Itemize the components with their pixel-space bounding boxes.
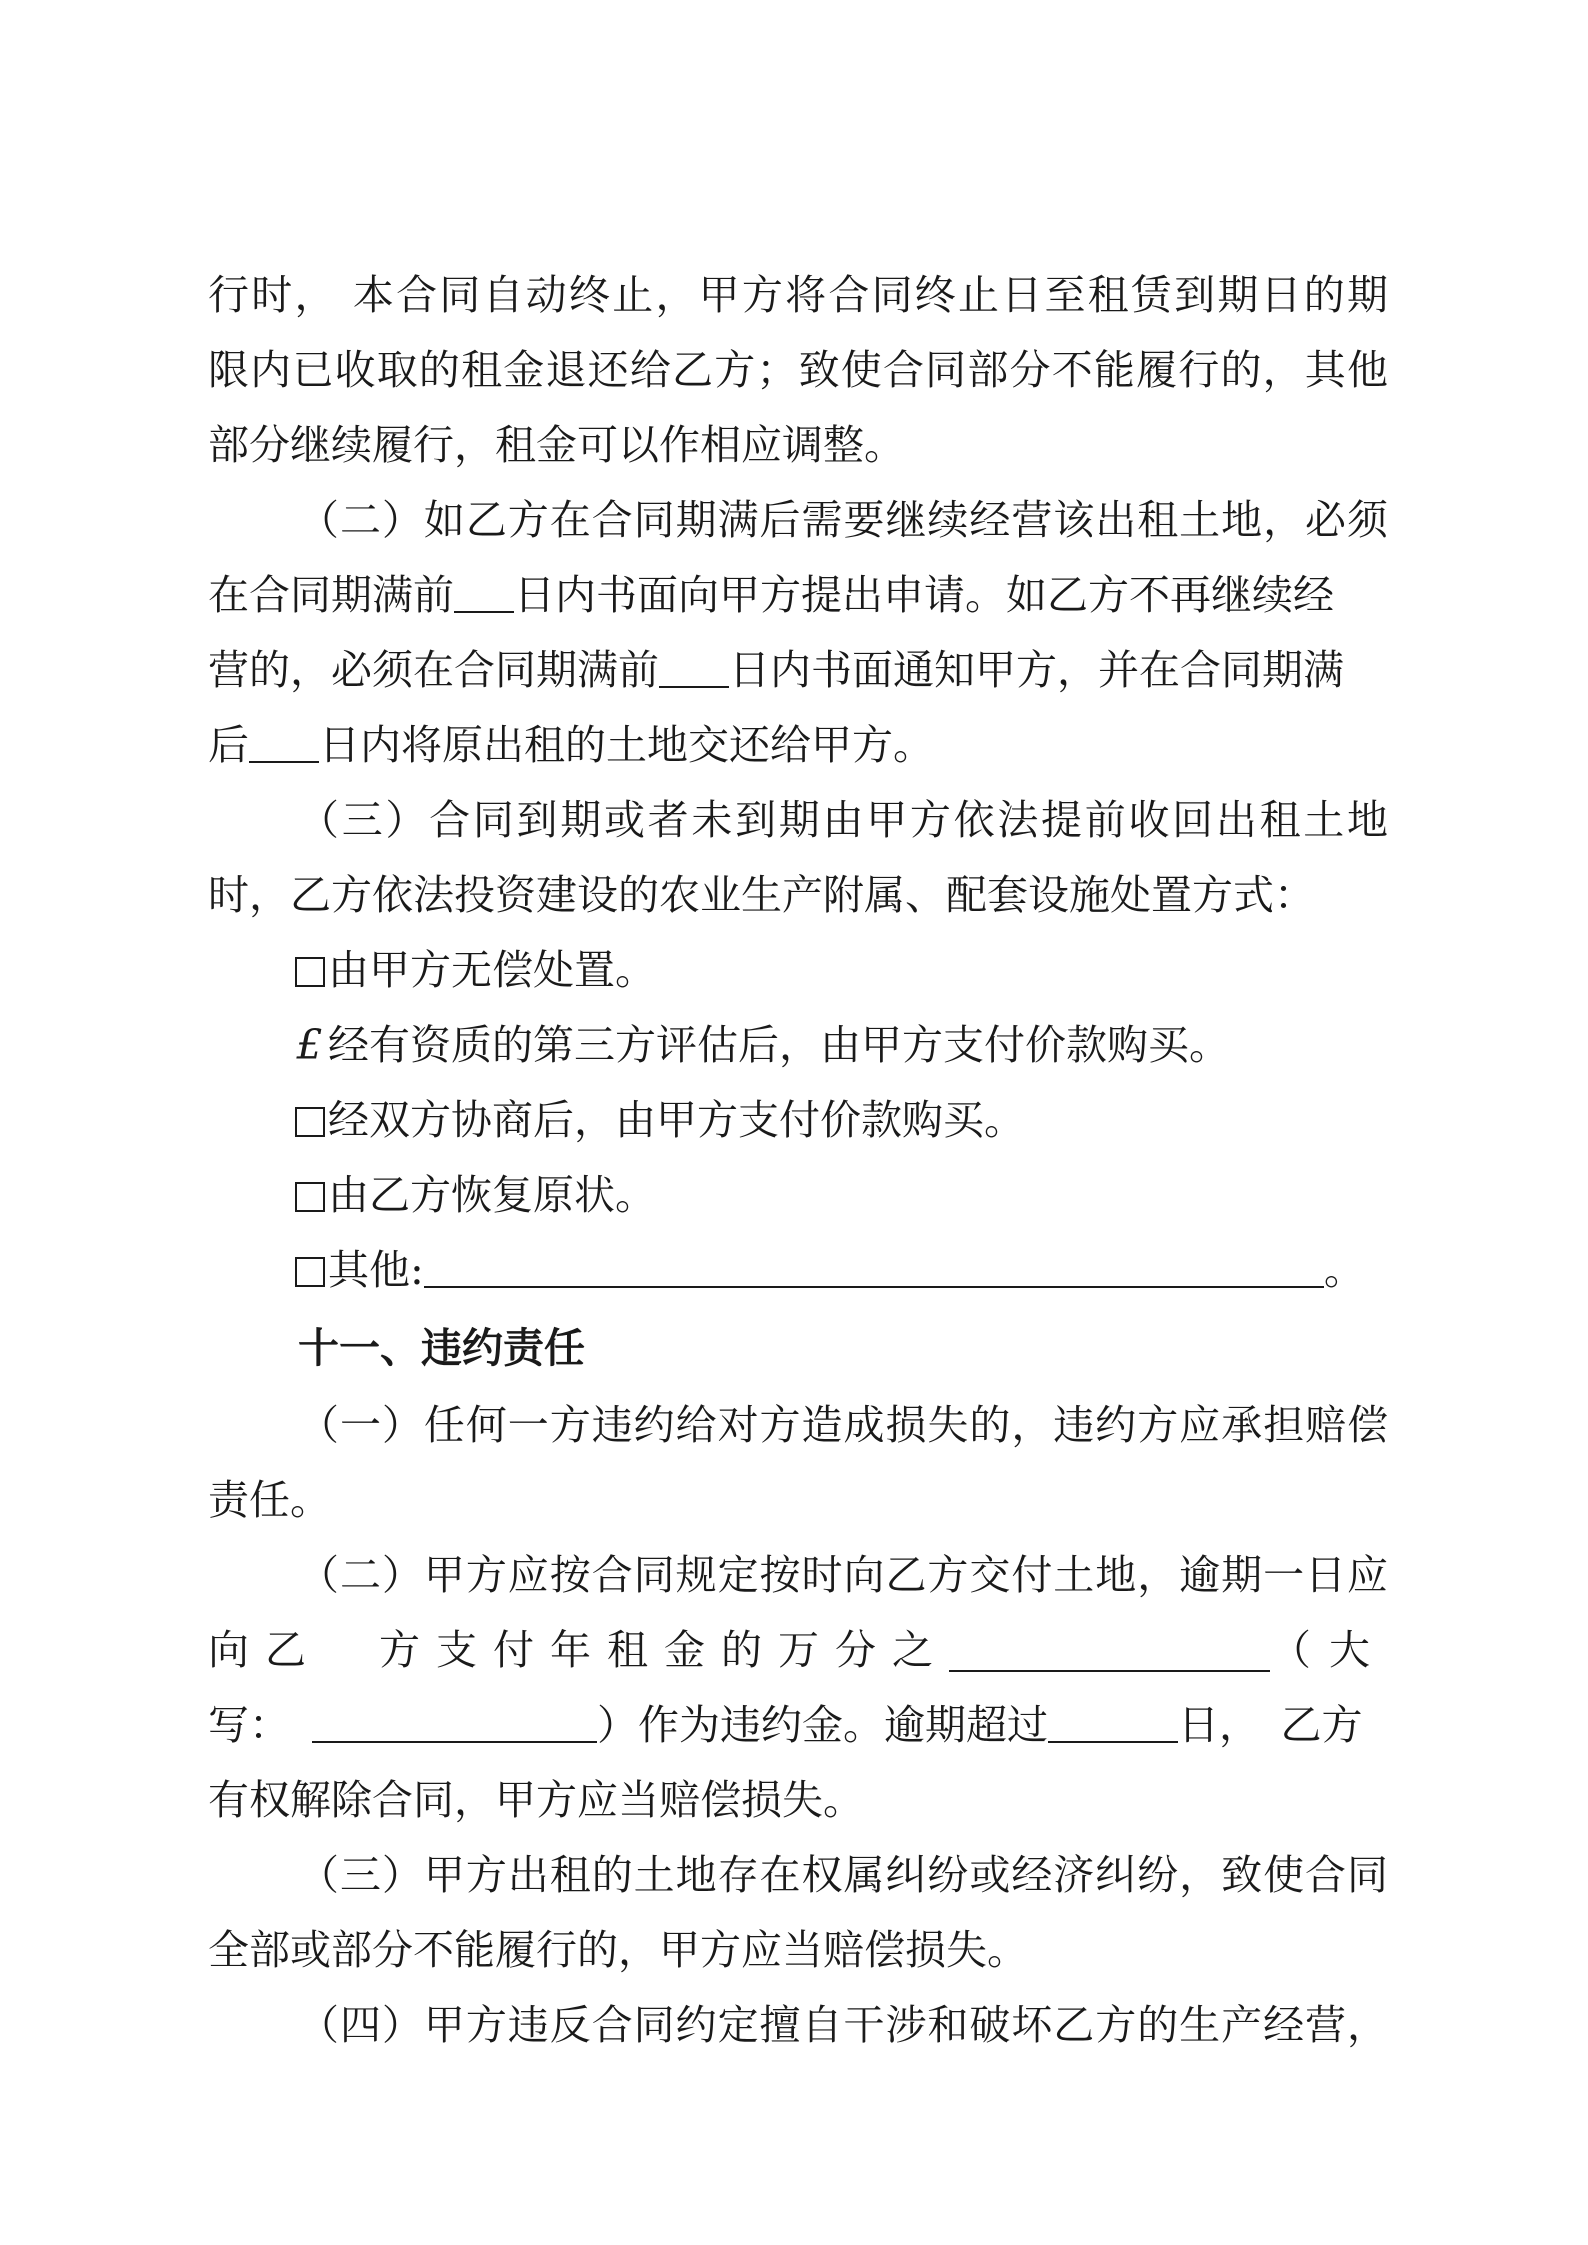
text-line: （二）如乙方在合同期满后需要继续经营该出租土地，必须	[298, 496, 1388, 544]
blank-field	[249, 721, 319, 763]
text-segment: 日内将原出租的土地交还给甲方。	[319, 721, 934, 769]
text-line: 责任。	[208, 1476, 331, 1524]
option-line	[291, 1240, 1391, 1300]
blank-field	[454, 571, 514, 613]
checkbox-icon[interactable]	[295, 1257, 325, 1287]
option-line	[291, 1165, 1391, 1225]
text-segment: 写：	[208, 1701, 290, 1749]
text-segment: 向乙 方支付年租金的万分之	[208, 1626, 949, 1674]
option-line	[291, 1090, 1391, 1150]
option-text: 由甲方无偿处置。	[328, 946, 656, 994]
text-segment: 日， 乙方	[1178, 1701, 1363, 1749]
option-line	[291, 1015, 1391, 1075]
text-line: 限内已收取的租金退还给乙方；致使合同部分不能履行的，其他	[208, 346, 1388, 394]
text-segment: 营的，必须在合同期满前	[208, 646, 659, 694]
option-text: 其他:	[328, 1246, 424, 1294]
text-line	[208, 565, 1388, 625]
text-line	[208, 1620, 1388, 1680]
checkbox-icon[interactable]	[295, 957, 325, 987]
text-line: （三）甲方出租的土地存在权属纠纷或经济纠纷，致使合同	[298, 1851, 1388, 1899]
text-segment: 。	[1323, 1246, 1365, 1294]
blank-field	[949, 1630, 1270, 1672]
text-line: （二）甲方应按合同规定按时向乙方交付土地，逾期一日应	[298, 1551, 1388, 1599]
text-line	[208, 640, 1388, 700]
checkbox-mark-icon[interactable]: £	[296, 1021, 323, 1069]
text-segment: 日内书面向甲方提出申请。如乙方不再继续经	[514, 571, 1334, 619]
text-line: （四）甲方违反合同约定擅自干涉和破坏乙方的生产经营，	[298, 2001, 1388, 2049]
text-line: （一）任何一方违约给对方造成损失的，违约方应承担赔偿	[298, 1401, 1388, 1449]
checkbox-icon[interactable]	[295, 1107, 325, 1137]
text-line: （三）合同到期或者未到期由甲方依法提前收回出租土地	[298, 796, 1388, 844]
blank-field	[659, 646, 729, 688]
section-heading: 十一、违约责任	[298, 1324, 585, 1372]
option-text: 经双方协商后，由甲方支付价款购买。	[328, 1096, 1025, 1144]
text-segment: 日内书面通知甲方，并在合同期满	[729, 646, 1344, 694]
option-text: 经有资质的第三方评估后，由甲方支付价款购买。	[328, 1021, 1230, 1069]
blank-field	[312, 1701, 597, 1743]
text-line	[208, 715, 1388, 775]
text-segment: 在合同期满前	[208, 571, 454, 619]
checkbox-icon[interactable]	[295, 1182, 325, 1212]
option-line	[291, 940, 1391, 1000]
blank-field	[1048, 1701, 1178, 1743]
text-line: 部分继续履行，租金可以作相应调整。	[208, 421, 905, 469]
text-line: 时，乙方依法投资建设的农业生产附属、配套设施处置方式：	[208, 871, 1315, 919]
text-segment: （大	[1270, 1626, 1388, 1674]
option-text: 由乙方恢复原状。	[328, 1171, 656, 1219]
text-line: 行时， 本合同自动终止，甲方将合同终止日至租赁到期日的期	[208, 271, 1388, 319]
text-line	[208, 1695, 1388, 1755]
text-line: 全部或部分不能履行的，甲方应当赔偿损失。	[208, 1926, 1028, 1974]
blank-field	[424, 1246, 1324, 1288]
text-segment: ）作为违约金。逾期超过	[597, 1701, 1048, 1749]
text-line: 有权解除合同，甲方应当赔偿损失。	[208, 1776, 864, 1824]
text-segment: 后	[208, 721, 249, 769]
